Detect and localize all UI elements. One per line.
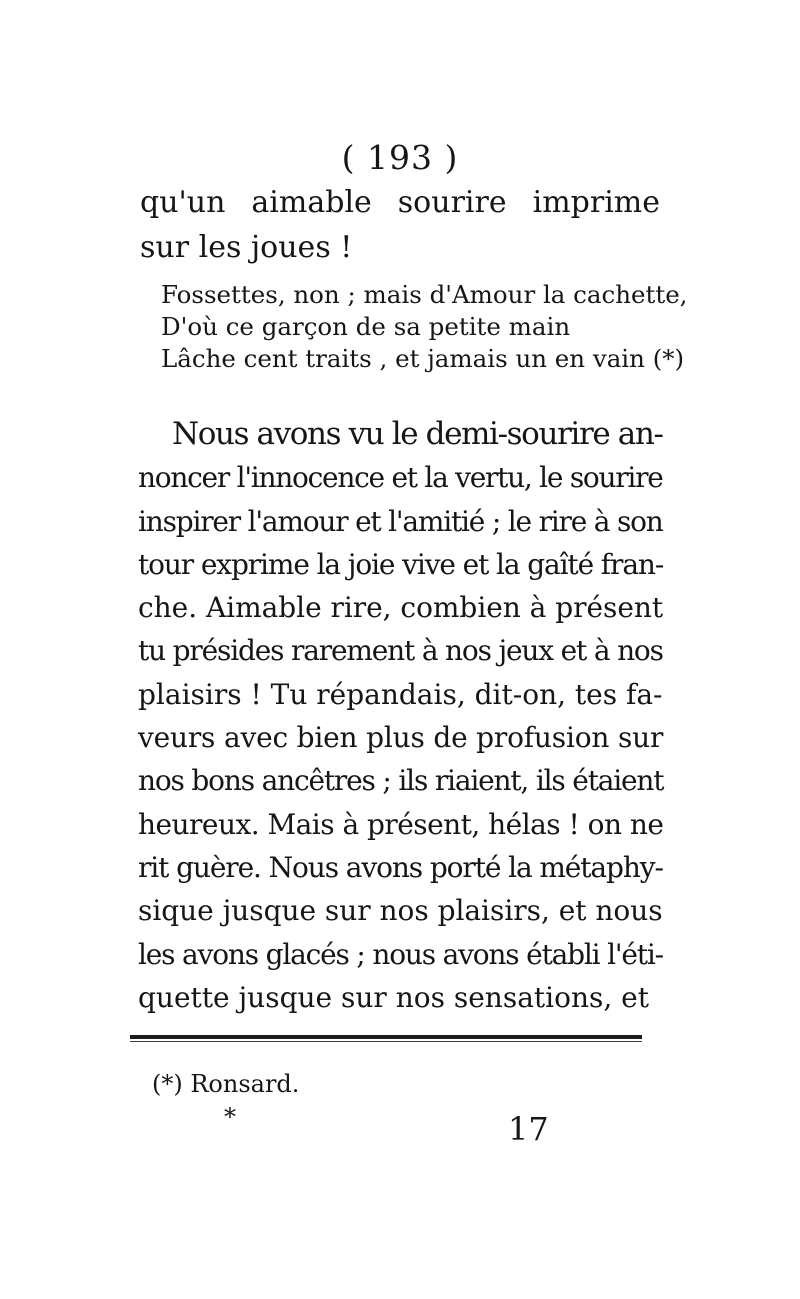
signature-mark: * (224, 1103, 236, 1131)
verse-line: D'où ce garçon de sa petite main (161, 312, 571, 341)
text-line: sique jusque sur nos plaisirs, et nous (138, 894, 663, 928)
text-line: rit guère. Nous avons porté la métaphy- (138, 850, 663, 884)
text-line: quette jusque sur nos sensations, et (138, 980, 649, 1014)
sheet-number: 17 (508, 1110, 549, 1148)
text-line: veurs avec bien plus de profusion sur (138, 721, 664, 755)
text-line: tour exprime la joie vive et la gaîté fran- (138, 547, 664, 581)
text-line: heureux. Mais à présent, hélas ! on ne (138, 807, 664, 841)
text-line: noncer l'innocence et la vertu, le sourire (138, 461, 663, 495)
verse-line: Fossettes, non ; mais d'Amour la cachette, (161, 280, 688, 309)
text-line: che. Aimable rire, combien à présent (138, 591, 664, 625)
verse-quote (161, 279, 688, 375)
text-line: nos bons ancêtres ; ils riaient, ils étaient (138, 764, 664, 798)
body-paragraph (138, 413, 663, 1019)
page-number: ( 193 ) (341, 138, 459, 177)
footnote-rule-thin (130, 1041, 642, 1042)
text-line: les avons glacés ; nous avons établi l'éti- (138, 937, 663, 971)
text-line: inspirer l'amour et l'amitié ; le rire à son (138, 504, 663, 538)
text-line: plaisirs ! Tu répandais, dit-on, tes fa- (138, 677, 663, 711)
footnote-rule (130, 1035, 642, 1039)
footnote: (*) Ronsard. (152, 1070, 300, 1098)
verse-line: Lâche cent traits , et jamais un en vain (*) (161, 344, 685, 373)
text-line: Nous avons vu le demi-sourire an- (172, 416, 663, 452)
text-line: tu présides rarement à nos jeux et à nos (138, 634, 663, 668)
intro-text: qu'un aimable sourire imprime sur les joues ! (140, 185, 660, 265)
